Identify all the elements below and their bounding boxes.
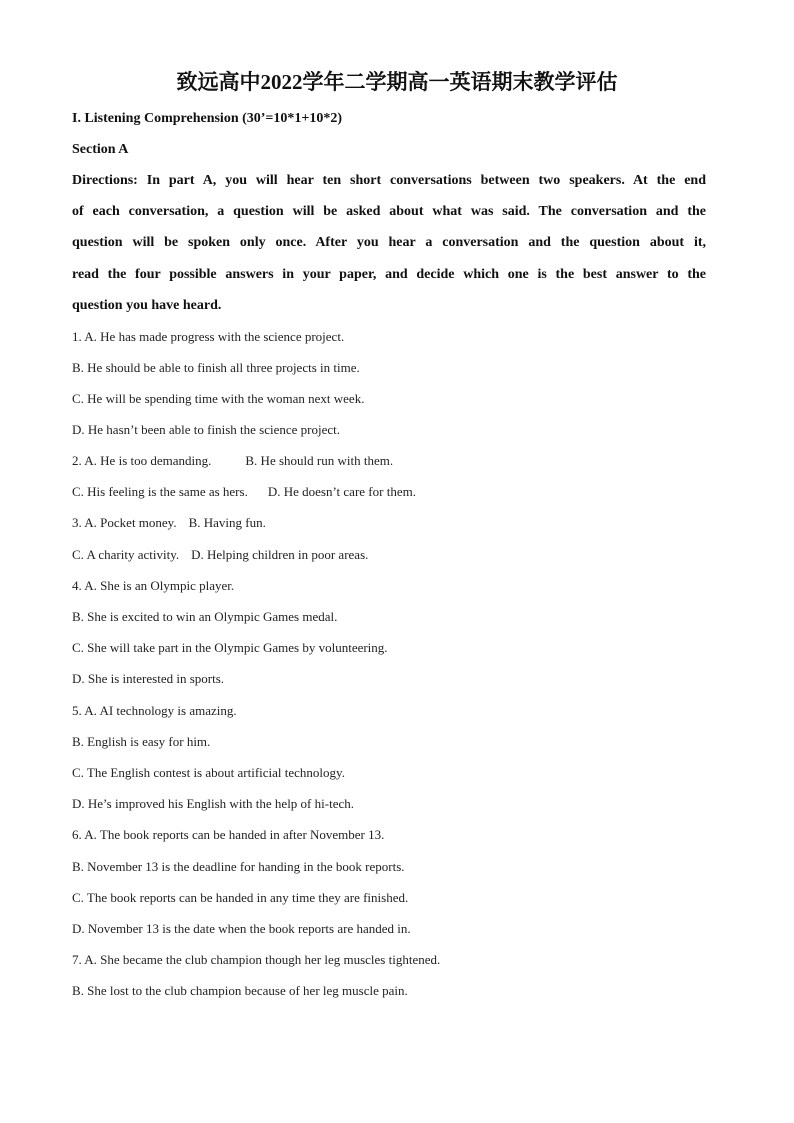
- q3-options-row-2: [72, 547, 368, 563]
- q5-option-c: C. The English contest is about artificial technology.: [72, 765, 345, 780]
- directions-line: of each conversation, a question will be asked about what was said. The conversation and the: [72, 204, 706, 219]
- q3-options-row-1: [72, 515, 266, 531]
- q4-option-d: D. She is interested in sports.: [72, 671, 225, 686]
- q2-option-b: B. He should run with them.: [245, 453, 394, 468]
- q6-option-c: C. The book reports can be handed in any time they are finished.: [72, 890, 409, 905]
- directions-line: question you have heard.: [72, 298, 222, 313]
- q1-option-a: 1. A. He has made progress with the science project.: [72, 329, 345, 344]
- q4-option-b: B. She is excited to win an Olympic Games medal.: [72, 609, 338, 624]
- directions-line: question will be spoken only once. After you hear a conversation and the question about it,: [72, 235, 706, 250]
- q2-options-row-2: [72, 484, 416, 500]
- q5-option-d: D. He’s improved his English with the help of hi-tech.: [72, 796, 354, 811]
- section-heading: Section A: [72, 142, 129, 157]
- q3-option-d: D. Helping children in poor areas.: [191, 547, 369, 562]
- q6-option-d: D. November 13 is the date when the book reports are handed in.: [72, 921, 411, 936]
- q1-option-b: B. He should be able to finish all three projects in time.: [72, 360, 360, 375]
- q2-option-a: 2. A. He is too demanding.: [72, 453, 212, 468]
- q4-option-a: 4. A. She is an Olympic player.: [72, 578, 235, 593]
- q6-option-a: 6. A. The book reports can be handed in after November 13.: [72, 827, 385, 842]
- q7-option-b: B. She lost to the club champion because of her leg muscle pain.: [72, 983, 408, 998]
- part-heading: I. Listening Comprehension (30’=10*1+10*2): [72, 111, 343, 126]
- q4-option-c: C. She will take part in the Olympic Games by volunteering.: [72, 640, 388, 655]
- q6-option-b: B. November 13 is the deadline for handing in the book reports.: [72, 859, 405, 874]
- q7-option-a: 7. A. She became the club champion though her leg muscles tightened.: [72, 952, 441, 967]
- q2-option-d: D. He doesn’t care for them.: [267, 484, 416, 499]
- directions-line: read the four possible answers in your paper, and decide which one is the best answer to the: [72, 267, 706, 282]
- q2-options-row-1: [72, 453, 393, 469]
- q3-option-c: C. A charity activity.: [72, 547, 180, 562]
- q1-option-d: D. He hasn’t been able to finish the science project.: [72, 422, 340, 437]
- q2-option-c: C. His feeling is the same as hers.: [72, 484, 248, 499]
- q5-option-b: B. English is easy for him.: [72, 734, 211, 749]
- exam-title: 致远高中2022学年二学期高一英语期末教学评估: [176, 70, 618, 94]
- q5-option-a: 5. A. AI technology is amazing.: [72, 703, 237, 718]
- q1-option-c: C. He will be spending time with the woman next week.: [72, 391, 365, 406]
- q3-option-a: 3. A. Pocket money.: [72, 515, 177, 530]
- directions-line: Directions: In part A, you will hear ten short conversations between two speakers. At the end: [72, 173, 706, 188]
- q3-option-b: B. Having fun.: [188, 515, 266, 530]
